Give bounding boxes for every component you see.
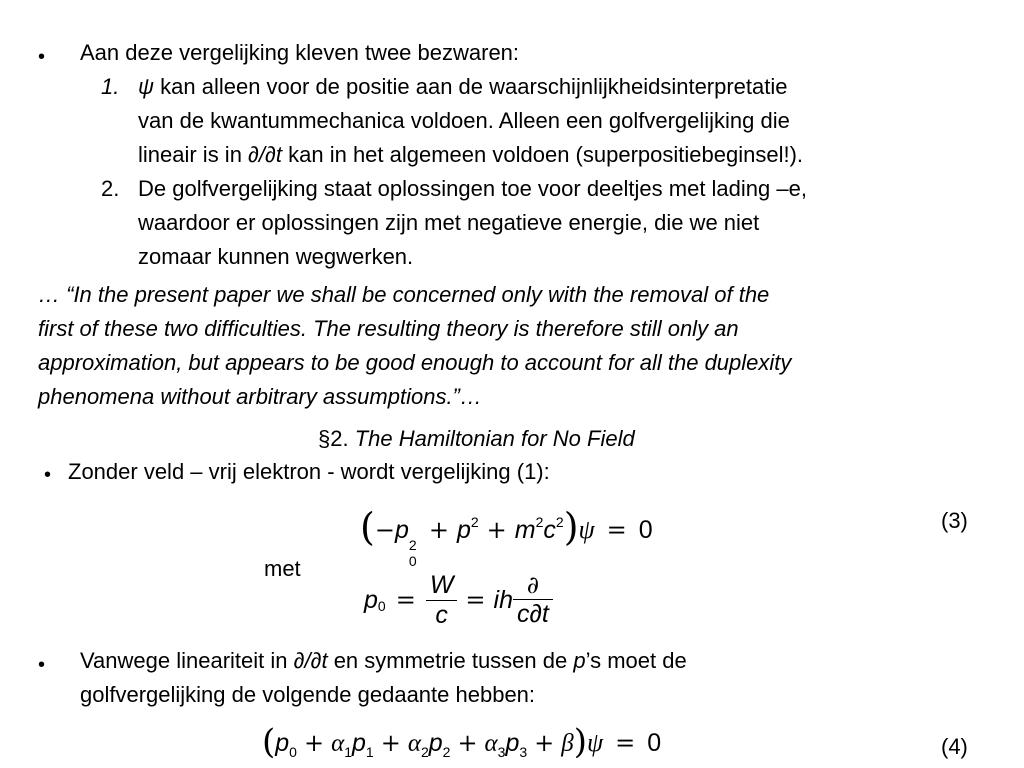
bullet-free-electron: Zonder veld – vrij elektron - wordt vergelijking (1): (68, 459, 550, 484)
psi-symbol: ψ (578, 515, 595, 544)
item1-line3-a: lineair is in (138, 142, 249, 167)
var-p: p (428, 729, 443, 757)
linearity-p: p (573, 648, 586, 673)
equation-4 (262, 718, 661, 762)
var-m: m (514, 516, 536, 544)
superscript: 2 (555, 514, 564, 530)
item2-line1: De golfvergelijking staat oplossingen toe voor deeltjes met lading –e, (138, 176, 807, 201)
linearity-e: ’s moet de (585, 648, 687, 673)
subscript: 2 (442, 744, 451, 760)
equation-3 (360, 500, 653, 569)
var-c: c (426, 600, 458, 630)
item1-line3-c: kan in het algemeen voldoen (superpositiebeginsel!). (282, 142, 804, 167)
var-p: p (394, 516, 409, 544)
plus-sign: + (303, 729, 325, 757)
beta-symbol: β (561, 730, 574, 757)
var-p: p (456, 516, 471, 544)
item1-line3 (138, 138, 803, 172)
superscript: 2 (535, 514, 544, 530)
equals-sign: = (606, 516, 627, 544)
item1-line1 (138, 70, 788, 104)
item2-number: 2. (101, 176, 120, 201)
zero: 0 (647, 729, 662, 757)
equation-3-label: (3) (941, 508, 968, 533)
alpha-symbol: α (331, 730, 345, 757)
var-c: c (543, 516, 556, 544)
var-p: p (505, 729, 520, 757)
section-number: §2. (318, 426, 355, 451)
equation-p0 (364, 560, 553, 640)
fraction-w-over-c (426, 571, 458, 630)
plus-sign: + (428, 516, 449, 544)
subscript: 3 (519, 744, 528, 760)
subscript: 0 (377, 598, 386, 614)
item2-line2: waardoor er oplossingen zijn met negatieve energie, die we niet (138, 210, 760, 235)
plus-sign: + (457, 729, 478, 757)
quote-line2: first of these two difficulties. The resulting theory is therefore still only an (38, 316, 739, 341)
subscript: 1 (365, 744, 374, 760)
var-p: p (352, 729, 366, 757)
psi-symbol: ψ (138, 74, 155, 99)
linearity-c: en symmetrie tussen de (327, 648, 574, 673)
alpha-symbol: α (407, 730, 421, 757)
subscript: 0 (289, 744, 297, 760)
item1-line2: van de kwantummechanica voldoen. Alleen een golfvergelijking die (138, 108, 790, 133)
partial-symbol: ∂ (526, 571, 540, 599)
section-heading (318, 422, 635, 456)
subscript: 2 (420, 744, 429, 760)
var-p: p (364, 585, 378, 614)
plus-sign: + (380, 729, 401, 757)
bullet-dot: • (38, 46, 46, 68)
alpha-symbol: α (484, 730, 498, 757)
bullet-text-objections: Aan deze vergelijking kleven twee bezwaren: (80, 40, 520, 65)
met-word: met (264, 556, 301, 581)
plus-sign: + (534, 729, 555, 757)
quote-line3: approximation, but appears to be good enough to account for all the duplexity (38, 350, 792, 375)
equation-4-label: (4) (941, 734, 968, 759)
plus-sign: + (486, 516, 507, 544)
equals-sign: = (615, 729, 636, 757)
subscript: 3 (497, 744, 506, 760)
psi-symbol: ψ (587, 728, 604, 757)
c-partial-t: c∂t (513, 599, 553, 629)
bullet-dot: • (44, 464, 52, 486)
subscript: 1 (344, 744, 352, 760)
section-title: The Hamiltonian for No Field (354, 426, 635, 451)
var-p: p (275, 729, 290, 757)
quote-line1: … “In the present paper we shall be concerned only with the removal of the (38, 282, 770, 307)
bullet-linearity-line1 (80, 644, 687, 678)
right-paren: ) (563, 505, 579, 549)
minus-sign: − (374, 516, 395, 544)
zero: 0 (638, 516, 653, 544)
bullet-linearity-line2: golfvergelijking de volgende gedaante hebben: (80, 682, 536, 707)
right-paren: ) (573, 722, 587, 762)
var-ih: ih (493, 585, 513, 614)
left-paren: ( (262, 722, 276, 762)
quote-line4: phenomena without arbitrary assumptions.”… (38, 384, 482, 409)
superscript: 2 (408, 537, 417, 553)
item1-line3-partial: ∂/∂t (248, 142, 283, 167)
subscript: 0 (408, 553, 417, 569)
item2-line3: zomaar kunnen wegwerken. (138, 244, 414, 269)
superscript: 2 (470, 514, 479, 530)
var-w: W (429, 570, 454, 599)
item1-number: 1. (101, 74, 120, 99)
equals-sign: = (465, 586, 486, 614)
fraction-partial (513, 571, 553, 629)
item1-line1-text: kan alleen voor de positie aan de waarschijnlijkheidsinterpretatie (154, 74, 788, 99)
equals-sign: = (395, 586, 416, 614)
linearity-a: Vanwege lineariteit in (80, 648, 294, 673)
linearity-partial: ∂/∂t (293, 648, 328, 673)
bullet-dot: • (38, 654, 46, 676)
left-paren: ( (360, 505, 375, 549)
